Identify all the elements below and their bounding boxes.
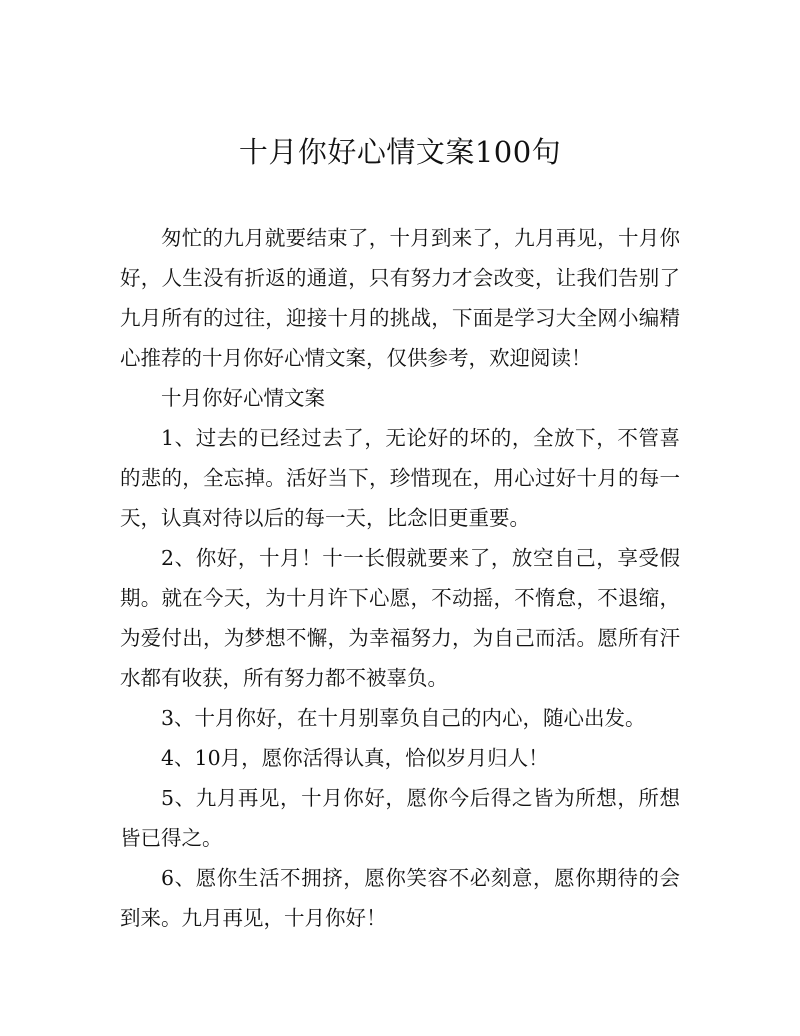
list-item: 4、10月，愿你活得认真，恰似岁月归人！	[161, 746, 549, 770]
document-body	[120, 218, 680, 938]
list-item: 5、九月再见，十月你好，愿你今后得之皆为所想，所想皆已得之。	[120, 786, 680, 850]
list-item: 6、愿你生活不拥挤，愿你笑容不必刻意，愿你期待的会到来。九月再见，十月你好！	[120, 866, 680, 930]
list-item: 3、十月你好，在十月别辜负自己的内心，随心出发。	[161, 706, 646, 730]
intro-paragraph: 匆忙的九月就要结束了，十月到来了，九月再见，十月你好，人生没有折返的通道，只有努力才会改变，让我们告别了九月所有的过往，迎接十月的挑战，下面是学习大全网小编精心推荐的十月你好心情文案，仅供参考，欢迎阅读！	[120, 226, 680, 370]
section-heading: 十月你好心情文案	[161, 386, 325, 410]
list-item: 2、你好，十月！十一长假就要来了，放空自己，享受假期。就在今天，为十月许下心愿，不动摇，不惰怠，不退缩，为爱付出，为梦想不懈，为幸福努力，为自己而活。愿所有汗水都有收获，所有努力都不被辜负。	[120, 546, 680, 690]
list-item: 1、过去的已经过去了，无论好的坏的，全放下，不管喜的悲的，全忘掉。活好当下，珍惜现在，用心过好十月的每一天，认真对待以后的每一天，比念旧更重要。	[120, 426, 680, 530]
document-title: 十月你好心情文案100句	[238, 135, 562, 169]
